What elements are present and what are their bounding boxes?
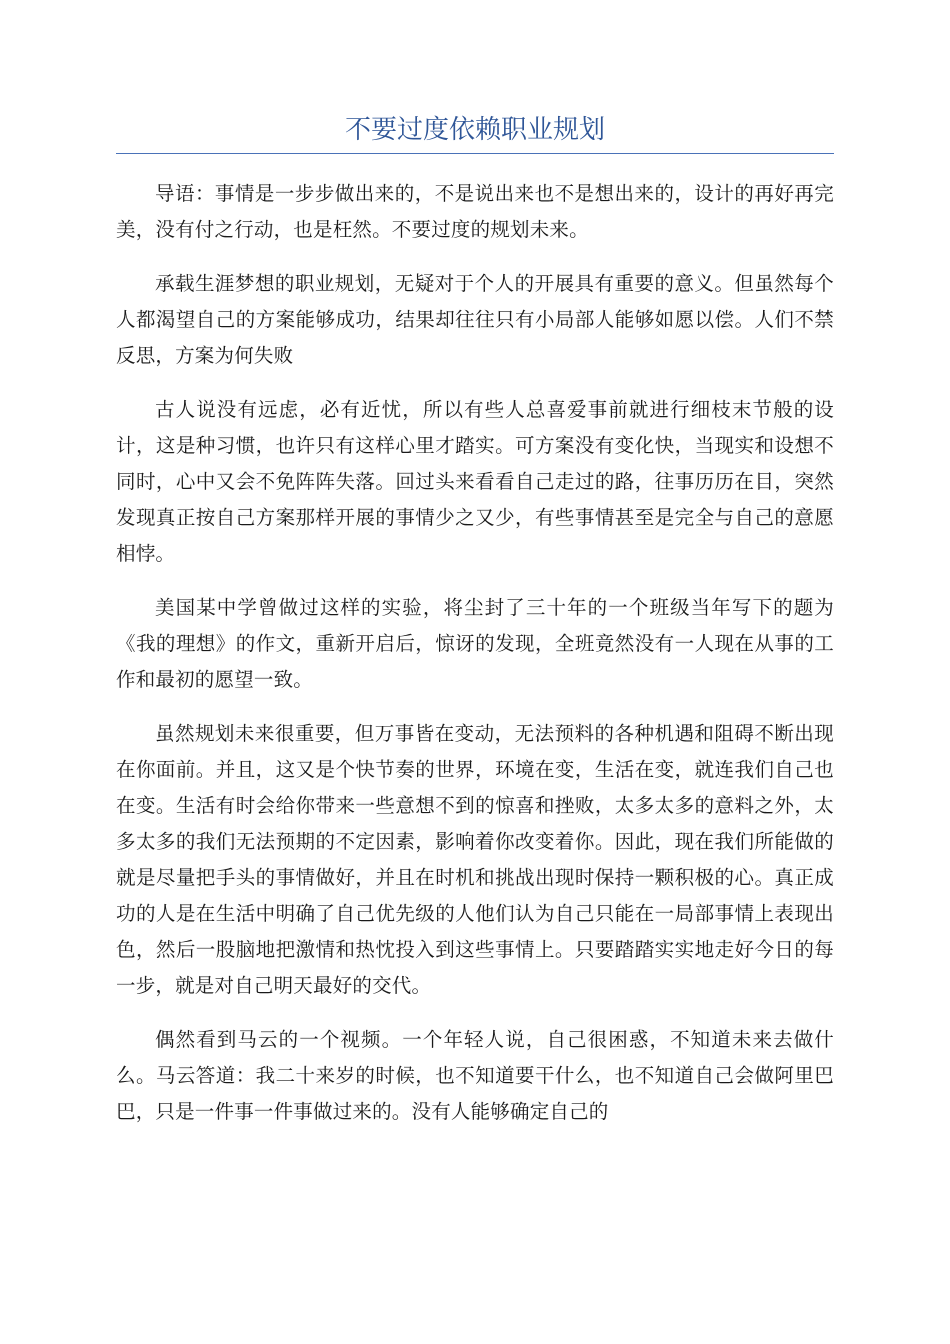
paragraph: 美国某中学曾做过这样的实验，将尘封了三十年的一个班级当年写下的题为《我的理想》的作文，重新开启后，惊讶的发现，全班竟然没有一人现在从事的工作和最初的愿望一致。 [116, 596, 834, 691]
document-body [116, 176, 834, 1148]
title-underline [116, 153, 834, 154]
paragraph: 古人说没有远虑，必有近忧，所以有些人总喜爱事前就进行细枝末节般的设计，这是种习惯，也许只有这样心里才踏实。可方案没有变化快，当现实和设想不同时，心中又会不免阵阵失落。回过头来看看自己走过的路，往事历历在目，突然发现真正按自己方案那样开展的事情少之又少，有些事情甚至是完全与自己的意愿相悖。 [116, 398, 834, 565]
document-title: 不要过度依赖职业规划 [344, 115, 605, 145]
paragraph: 虽然规划未来很重要，但万事皆在变动，无法预料的各种机遇和阻碍不断出现在你面前。并且，这又是个快节奏的世界，环境在变，生活在变，就连我们自己也在变。生活有时会给你带来一些意想不到的惊喜和挫败，太多太多的意料之外，太多太多的我们无法预期的不定因素，影响着你改变着你。因此，现在我们所能做的就是尽量把手头的事情做好，并且在时机和挑战出现时保持一颗积极的心。真正成功的人是在生活中明确了自己优先级的人他们认为自己只能在一局部事情上表现出色，然后一股脑地把激情和热忱投入到这些事情上。只要踏踏实实地走好今日的每一步，就是对自己明天最好的交代。 [116, 722, 834, 997]
paragraph: 偶然看到马云的一个视频。一个年轻人说，自己很困惑，不知道未来去做什么。马云答道：我二十来岁的时候，也不知道要干什么，也不知道自己会做阿里巴巴，只是一件事一件事做过来的。没有人能够确定自己的 [116, 1028, 834, 1123]
paragraph: 承载生涯梦想的职业规划，无疑对于个人的开展具有重要的意义。但虽然每个人都渴望自己的方案能够成功，结果却往往只有小局部人能够如愿以偿。人们不禁反思，方案为何失败 [116, 272, 834, 367]
paragraph-intro: 导语：事情是一步步做出来的，不是说出来也不是想出来的，设计的再好再完美，没有付之行动，也是枉然。不要过度的规划未来。 [116, 182, 834, 241]
